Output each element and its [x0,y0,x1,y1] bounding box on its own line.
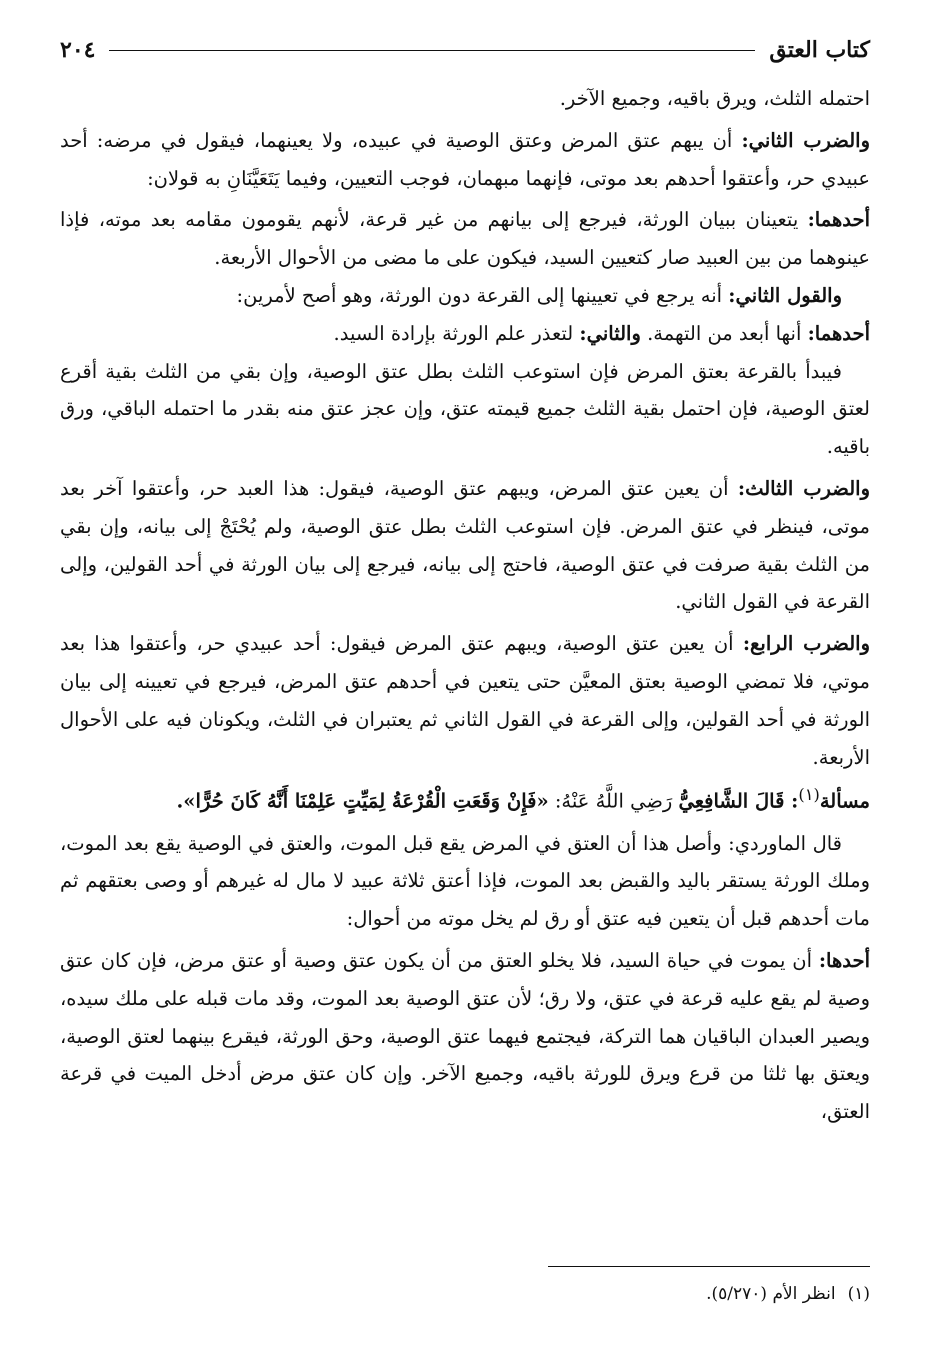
section-heading: والقول الثاني: [728,283,842,307]
paragraph-text: احتمله الثلث، ويرق باقيه، وجميع الآخر. [559,87,870,110]
paragraph-text: أن يعين عتق الوصية، ويبهم عتق المرض فيقول: أحد عبيدي حر، وأعتقوا هذا بعد موتي، فلا تمضي الوصية بعتق المعيَّن حتى يتعين في أحدهم عتق المرض، فيرجع في تعيينه إلى بيان الورثة في أحد القولين، وإلى القرعة في القول الثاني ثم يعتبران في الثلث، ويكونان فيه على الأحوال الأربعة. [60,632,870,769]
footnote-text: انظر الأم (٥/٢٧٠). [706,1284,836,1304]
paragraph [60,201,870,277]
paragraph-text: قال الماوردي: وأصل هذا أن العتق في المرض يقع قبل الموت، والعتق في الوصية يقع بعد الموت، وملك الورثة يستقر باليد والقبض بعد الموت، فإذا أعتق ثلاثة عبيد لا مال له غيرهم أو وصى بعتقهم ثم مات أحدهم قبل أن يتعين فيه عتق أو رق لم يخل موته من أحوال: [60,831,870,931]
footnote-rule [548,1266,870,1267]
footnote-ref: (١) [798,785,820,805]
book-title: كتاب العتق [769,37,870,63]
section-heading: أحدهما: [807,321,870,345]
section-heading: والثاني: [579,321,641,345]
paragraph-text: أن يموت في حياة السيد، فلا يخلو العتق من أن يكون عتق وصية أو عتق مرض، فإن كان عتق وصية لم يقع عليه قرعة في عتق، ولا رق؛ لأن عتق الوصية بعد الموت، وقد مات قبله على ملك سيده، ويصير العبدان الباقيان هما التركة، فيجتمع فيهما عتق الوصية، وحق الورثة، فيقرع بينهما لعتق الوصية، ويعتق بها ثلثا من قرع ويرق للورثة باقيه، وجميع الآخر. وإن كان عتق مرض أدخل الميت في قرعة العتق، [60,949,870,1124]
header-rule [109,50,755,51]
book-page [60,30,870,1350]
footnote-marker: (١) [847,1284,870,1304]
paragraph-text: أنها أبعد من التهمة. [640,321,808,345]
paragraph-text: أن يعين عتق المرض، ويبهم عتق الوصية، فيقول: هذا العبد حر، وأعتقوا آخر بعد موتى، فينظر في عتق المرض. فإن استوعب الثلث بطل عتق الوصية، ولم يُحْتَجْ إلى بيانه، وإن بقي من الثلث بقية صرفت في عتق الوصية، فاحتج إلى بيانه، فيرجع إلى بيان الورثة في أحد القولين، وإلى القرعة في القول الثاني. [60,476,870,614]
section-heading: والضرب الثاني: [741,128,870,152]
paragraph-text: لتعذر علم الورثة بإرادة السيد. [333,321,580,345]
paragraph [60,470,870,621]
footnote [706,1282,870,1306]
paragraph-text: أن يبهم عتق المرض وعتق الوصية في عبيده، ولا يعينهما، فيقول في مرضه: أحد عبيدي حر، وأعتقوا أحدهم بعد موتى، فإنهما مبهمان، فوجب التعيين، وفيما يَتَعَيَّنَانِ به قولان: [60,128,870,190]
section-heading: : قَالَ الشَّافِعِيُّ [678,789,799,813]
section-heading: مسألة [819,789,870,813]
paragraph [60,825,870,938]
section-heading: والضرب الرابع: [742,632,870,656]
quoted-text: «فَإِنْ وَقَعَتِ الْقُرْعَةُ لِمَيِّتٍ عَلِمْنَا أَنَّهُ كَانَ حُرًّا». [176,789,549,813]
paragraph [60,122,870,198]
paragraph [60,80,870,118]
page-header [60,30,870,70]
paragraph [60,776,870,820]
paragraph [60,625,870,776]
paragraph-text: يتعينان ببيان الورثة، فيرجع إلى بيانهم من غير قرعة، لأنهم يقومون مقامه بعد موته، فإذا عينوهما من بين العبيد صار كتعيين السيد، فيكون على ما مضى من الأحوال الأربعة. [60,208,870,270]
paragraph [60,353,870,466]
paragraph-text: رَضِي اللَّهُ عَنْهُ: [548,789,679,813]
paragraph [60,942,870,1131]
section-heading: أحدهما: [807,208,870,232]
page-number: ٢٠٤ [60,37,96,63]
paragraph [60,315,870,353]
body-text [60,80,870,1131]
section-heading: والضرب الثالث: [737,476,870,500]
paragraph-text: فيبدأ بالقرعة بعتق المرض فإن استوعب الثلث بطل عتق الوصية، وإن بقي من الثلث بقية أقرع لعتق الوصية، فإن احتمل بقية الثلث جميع قيمته عتق، وإن عجز عتق منه بقدر ما احتمله الباقي، ورق باقيه. [60,359,870,459]
section-heading: أحدها: [818,949,870,973]
paragraph [60,277,870,315]
paragraph-text: أنه يرجع في تعيينها إلى القرعة دون الورثة، وهو أصح لأمرين: [236,283,729,307]
